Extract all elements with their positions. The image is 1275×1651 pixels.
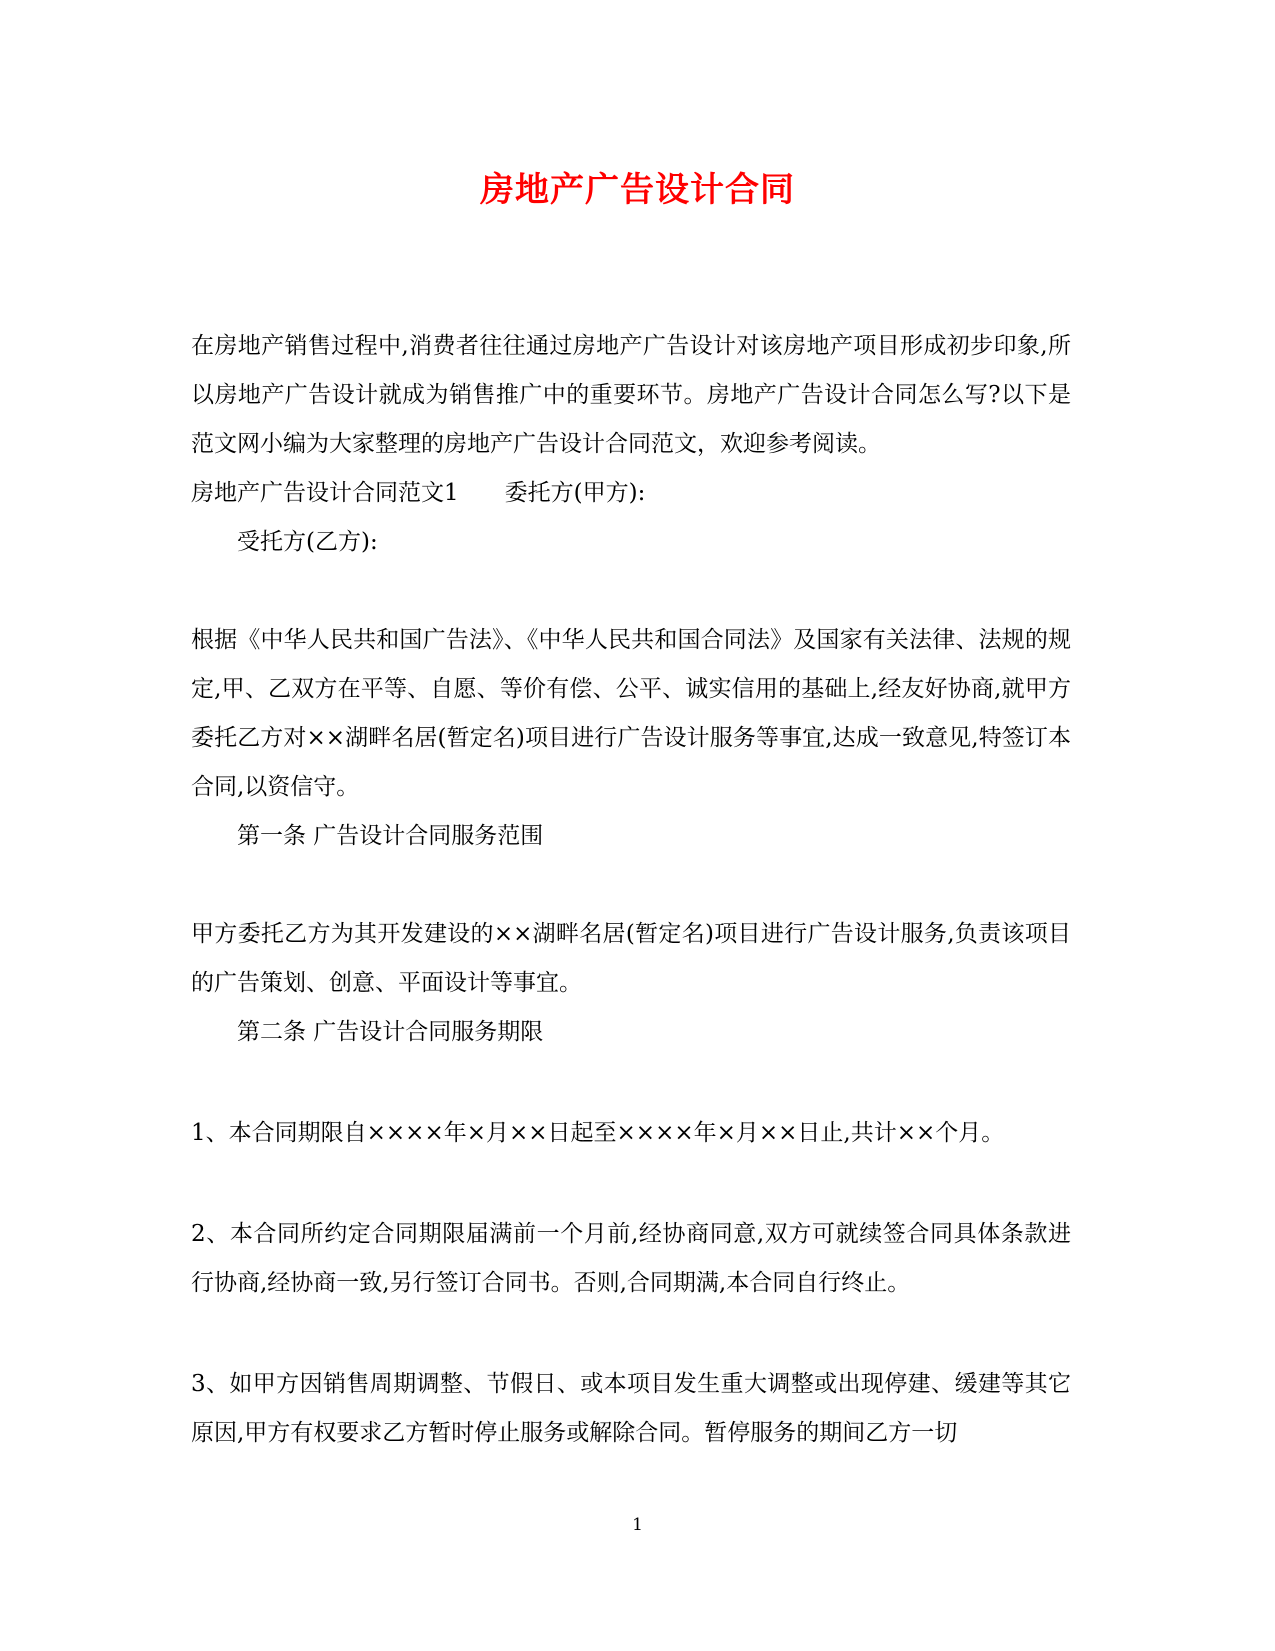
- document-body: [191, 322, 1071, 1458]
- sample-heading-line: [191, 469, 1071, 518]
- clause-2: 2、本合同所约定合同期限届满前一个月前,经协商同意,双方可就续签合同具体条款进行协商,经协商一致,另行签订合同书。否则,合同期满,本合同自行终止。: [191, 1221, 1071, 1296]
- clause-1: 1、本合同期限自××××年×月××日起至××××年×月××日止,共计××个月。: [191, 1120, 1005, 1146]
- sample-heading: 房地产广告设计合同范文1: [191, 480, 459, 506]
- party-a-label: 委托方(甲方):: [504, 480, 646, 506]
- preamble-paragraph: 根据《中华人民共和国广告法》、《中华人民共和国合同法》及国家有关法律、法规的规定,甲、乙双方在平等、自愿、等价有偿、公平、诚实信用的基础上,经友好协商,就甲方委托乙方对××湖畔名居(暂定名)项目进行广告设计服务等事宜,达成一致意见,特签订本合同,以资信守。: [191, 627, 1071, 800]
- party-b-label: 受托方(乙方):: [237, 529, 378, 555]
- article-2-heading: 第二条 广告设计合同服务期限: [237, 1019, 544, 1045]
- document-title: 房地产广告设计合同: [480, 170, 795, 210]
- intro-paragraph: 在房地产销售过程中,消费者往往通过房地产广告设计对该房地产项目形成初步印象,所以房地产广告设计就成为销售推广中的重要环节。房地产广告设计合同怎么写?以下是范文网小编为大家整理的房地产广告设计合同范文，欢迎参考阅读。: [191, 333, 1071, 457]
- clause-3: 3、如甲方因销售周期调整、节假日、或本项目发生重大调整或出现停建、缓建等其它原因,甲方有权要求乙方暂时停止服务或解除合同。暂停服务的期间乙方一切: [191, 1371, 1071, 1446]
- article-1-heading: 第一条 广告设计合同服务范围: [237, 823, 544, 849]
- article-1-text: 甲方委托乙方为其开发建设的××湖畔名居(暂定名)项目进行广告设计服务,负责该项目的广告策划、创意、平面设计等事宜。: [191, 921, 1071, 996]
- page-number: 1: [632, 1515, 643, 1535]
